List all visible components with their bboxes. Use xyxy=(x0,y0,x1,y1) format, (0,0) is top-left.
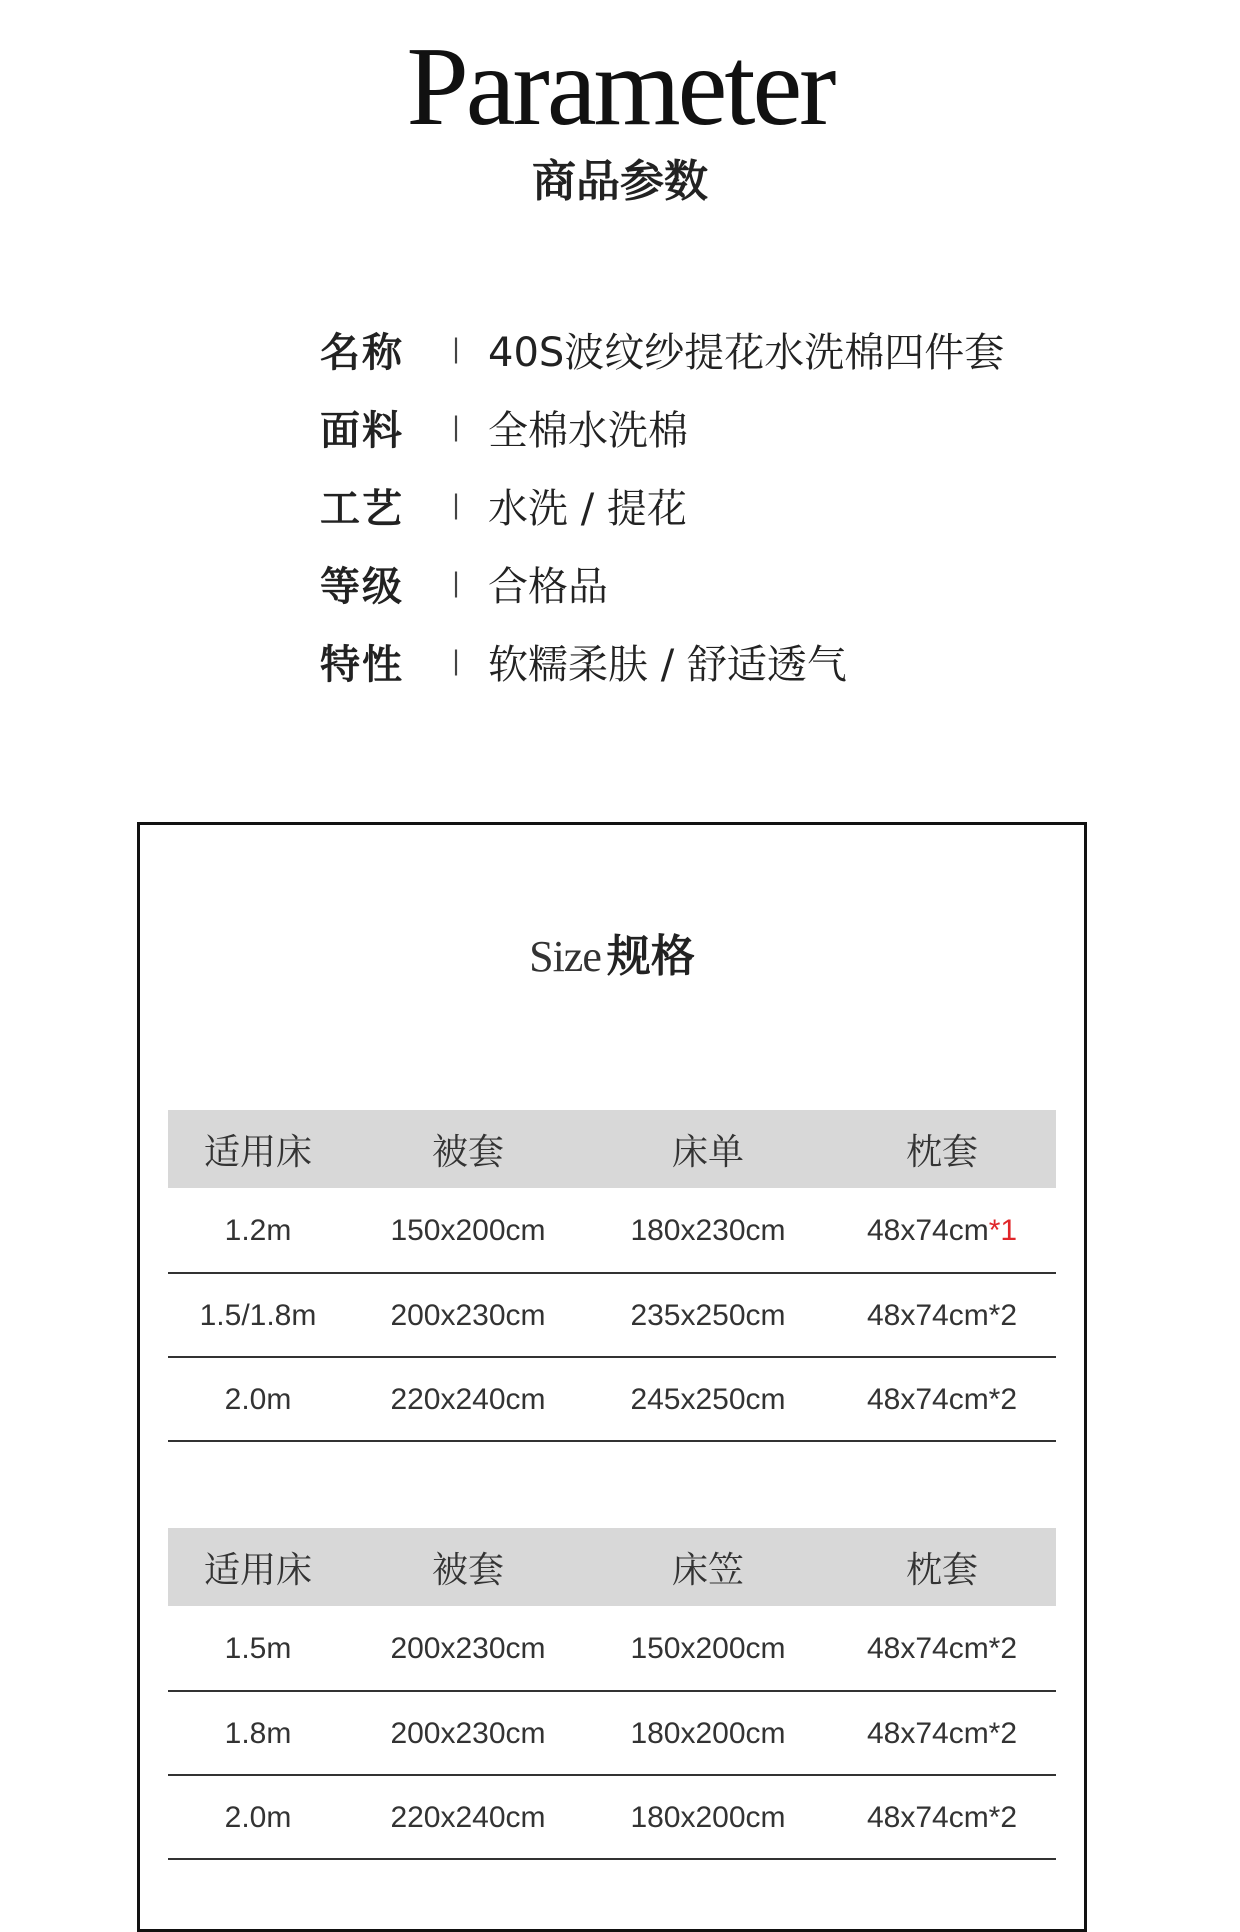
header-cell: 床单 xyxy=(671,1131,744,1173)
table-cell: 200x230cm xyxy=(390,1299,546,1332)
param-value: 全棉水洗棉 xyxy=(488,407,688,454)
table-cell: 150x200cm xyxy=(390,1214,546,1247)
header-cell: 被套 xyxy=(431,1549,504,1591)
param-row-name xyxy=(320,310,1080,388)
param-value: 水洗 / 提花 xyxy=(488,485,687,532)
table-row xyxy=(168,1276,1056,1358)
param-value: 软糯柔肤 / 舒适透气 xyxy=(488,641,847,688)
table-cell: 220x240cm xyxy=(390,1801,546,1834)
table-cell: 48x74cm*2 xyxy=(866,1299,1018,1332)
size-table-fitted xyxy=(168,1528,1056,1860)
param-label: 特性 xyxy=(320,641,404,688)
table-cell: 48x74cm*2 xyxy=(866,1632,1018,1665)
title-en: Parameter xyxy=(406,25,834,149)
table-cell: 200x230cm xyxy=(390,1717,546,1750)
param-row-feature xyxy=(320,622,1080,700)
table-cell: 180x200cm xyxy=(630,1717,786,1750)
table-cell: 1.5m xyxy=(224,1632,292,1665)
size-title xyxy=(140,927,1084,987)
quantity-highlight: *1 xyxy=(988,1214,1018,1247)
table-cell: 48x74cm*2 xyxy=(866,1383,1018,1416)
table-row xyxy=(168,1190,1056,1274)
size-title-en: Size xyxy=(529,932,601,981)
param-row-fabric xyxy=(320,388,1080,466)
param-list xyxy=(320,310,1080,700)
param-value: 40S波纹纱提花水洗棉四件套 xyxy=(488,329,1005,376)
table-row xyxy=(168,1778,1056,1860)
table-header xyxy=(168,1528,1056,1606)
param-separator: | xyxy=(451,412,461,442)
table-cell xyxy=(828,1214,1056,1248)
table-cell: 220x240cm xyxy=(390,1383,546,1416)
table-header xyxy=(168,1110,1056,1188)
table-cell: 245x250cm xyxy=(630,1383,786,1416)
table-cell: 200x230cm xyxy=(390,1632,546,1665)
table-cell: 180x200cm xyxy=(630,1801,786,1834)
table-cell: 1.5/1.8m xyxy=(199,1299,317,1332)
param-label: 名称 xyxy=(320,329,404,376)
header-cell: 适用床 xyxy=(203,1549,312,1591)
size-title-cn: 规格 xyxy=(606,931,695,982)
table-cell: 150x200cm xyxy=(630,1632,786,1665)
table-row xyxy=(168,1360,1056,1442)
param-separator: | xyxy=(451,334,461,364)
size-panel xyxy=(137,822,1087,1932)
header-cell: 被套 xyxy=(431,1131,504,1173)
param-label: 工艺 xyxy=(320,485,404,532)
param-separator: | xyxy=(451,490,461,520)
param-separator: | xyxy=(451,646,461,676)
table-cell: 1.8m xyxy=(224,1717,292,1750)
param-row-craft xyxy=(320,466,1080,544)
cell-text: 48x74cm xyxy=(866,1214,989,1247)
table-cell: 235x250cm xyxy=(630,1299,786,1332)
header-cell: 适用床 xyxy=(203,1131,312,1173)
param-label: 面料 xyxy=(320,407,404,454)
header-cell: 枕套 xyxy=(905,1549,978,1591)
table-cell: 48x74cm*2 xyxy=(866,1717,1018,1750)
table-cell: 180x230cm xyxy=(630,1214,786,1247)
table-row xyxy=(168,1608,1056,1692)
param-row-grade xyxy=(320,544,1080,622)
table-cell: 48x74cm*2 xyxy=(866,1801,1018,1834)
table-cell: 2.0m xyxy=(224,1383,292,1416)
param-separator: | xyxy=(451,568,461,598)
table-cell: 2.0m xyxy=(224,1801,292,1834)
param-value: 合格品 xyxy=(488,563,608,610)
table-cell: 1.2m xyxy=(224,1214,292,1247)
title-cn: 商品参数 xyxy=(532,156,708,207)
size-table-sheet xyxy=(168,1110,1056,1442)
header-cell: 床笠 xyxy=(671,1549,744,1591)
header-cell: 枕套 xyxy=(905,1131,978,1173)
table-row xyxy=(168,1694,1056,1776)
param-label: 等级 xyxy=(320,563,404,610)
